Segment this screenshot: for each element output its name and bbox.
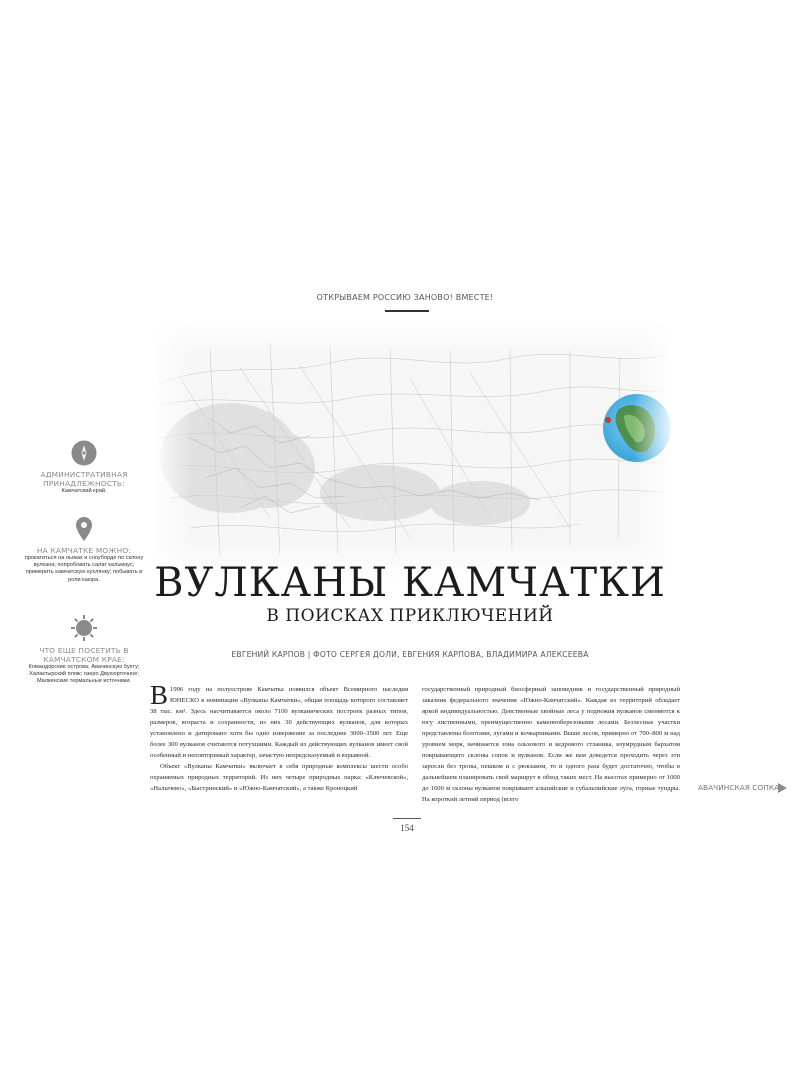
sidebar-heading: НА КАМЧАТКЕ МОЖНО: <box>36 546 132 555</box>
paragraph: Объект «Вулканы Камчатки» включает в себя природные комплексы шести особо охраняемых природных территорий. Из них четыре природных парка: «Ключевской», «Налычево», «Быстринский» и «Южно-Камчатский», а также Кроноцкий <box>150 763 408 792</box>
sidebar-activities <box>20 516 148 584</box>
sun-icon <box>70 614 98 642</box>
map-pin-icon <box>75 516 93 542</box>
caption-arrow-icon <box>778 783 787 793</box>
page-number-rule <box>393 818 421 819</box>
sidebar-heading: АДМИНИСТРАТИВНАЯ ПРИНАДЛЕЖНОСТЬ: <box>40 470 128 488</box>
compass-icon <box>71 440 97 466</box>
main-title: ВУЛКАНЫ КАМЧАТКИ <box>154 560 666 606</box>
article-column-1 <box>150 680 408 794</box>
drop-cap: В <box>150 680 169 710</box>
sidebar-administrative <box>20 440 148 495</box>
paragraph <box>150 680 408 761</box>
header-rule <box>385 310 429 312</box>
sidebar-text: Камчатский край. <box>61 488 107 494</box>
russia-map <box>150 318 675 580</box>
page-number: 154 <box>400 823 414 833</box>
sidebar-heading: ЧТО ЕЩЕ ПОСЕТИТЬ В КАМЧАТСКОМ КРАЕ: <box>39 646 129 664</box>
sidebar-text: прокатиться на лыжах и сноуборде по склону вулкана; попробовать салат кальмаус; примерить камчатскую кухлянку; побывать в роли каюра. <box>24 555 144 583</box>
sidebar-visit <box>20 614 148 686</box>
paragraph-text: 1996 году на полуострове Камчатка появился объект Всемирного наследия ЮНЕСКО в номинации «Вулканы Камчатки», общая площадь которого составляет 38 тыс. км². Здесь насчитывается около 7100 вулканических построек разных типов, размеров, возраста и сохранности, из них 30 действующих вулканов, для которых установлено и датировано хотя бы одно извержение за последние 3000–3500 лет. Еще более 300 вулканов считаются потухшими. Каждый из действующих вулканов имеет свой особенный и неповторимый характер, зачастую непредсказуемый и взрывной. <box>150 686 408 759</box>
byline: ЕВГЕНИЙ КАРПОВ | ФОТО СЕРГЕЯ ДОЛИ, ЕВГЕНИЯ КАРПОВА, ВЛАДИМИРА АЛЕКСЕЕВА <box>231 650 589 659</box>
paragraph: государственный природный биосферный заповедник и государственный природный заказник федерального значения «Южно-Камчатский». Каждая из территорий обладает яркой индивидуальностью. Девственные хвойные леса у подножия вулканов сменяются к югу лиственными, преимущественно каменноберезовыми лесами. Безлесные участки представлены болотами, лугами и кочкарниками. Выше лесов, примерно от 700–800 м над уровнем моря, начинается зона ольхового и кедрового стланика, изумрудным бархатом покрывающего склоны сопок и вулканов. Если же вам доведется проходить через эти заросли без тропы, пешком и с рюкзаком, то и одного раза будет достаточно, чтобы в дальнейшем планировать свой маршрут в обход таких мест. На высотах примерно от 1000 до 1600 м склоны вулканов покрывают альпийские и субальпийские луга, горные тундры. На короткий летний период (всего <box>422 686 680 803</box>
sidebar-text: Командорские острова; Авачинскую бухту; Халактырский пляж; озеро Двухюрточное; Малкинские термальные источники. <box>28 664 140 685</box>
running-header: ОТКРЫВАЕМ РОССИЮ ЗАНОВО! ВМЕСТЕ! <box>316 293 494 302</box>
sub-title: В ПОИСКАХ ПРИКЛЮЧЕНИЙ <box>266 606 554 626</box>
article-column-2 <box>422 684 680 805</box>
photo-caption: АВАЧИНСКАЯ СОПКА <box>698 783 780 792</box>
